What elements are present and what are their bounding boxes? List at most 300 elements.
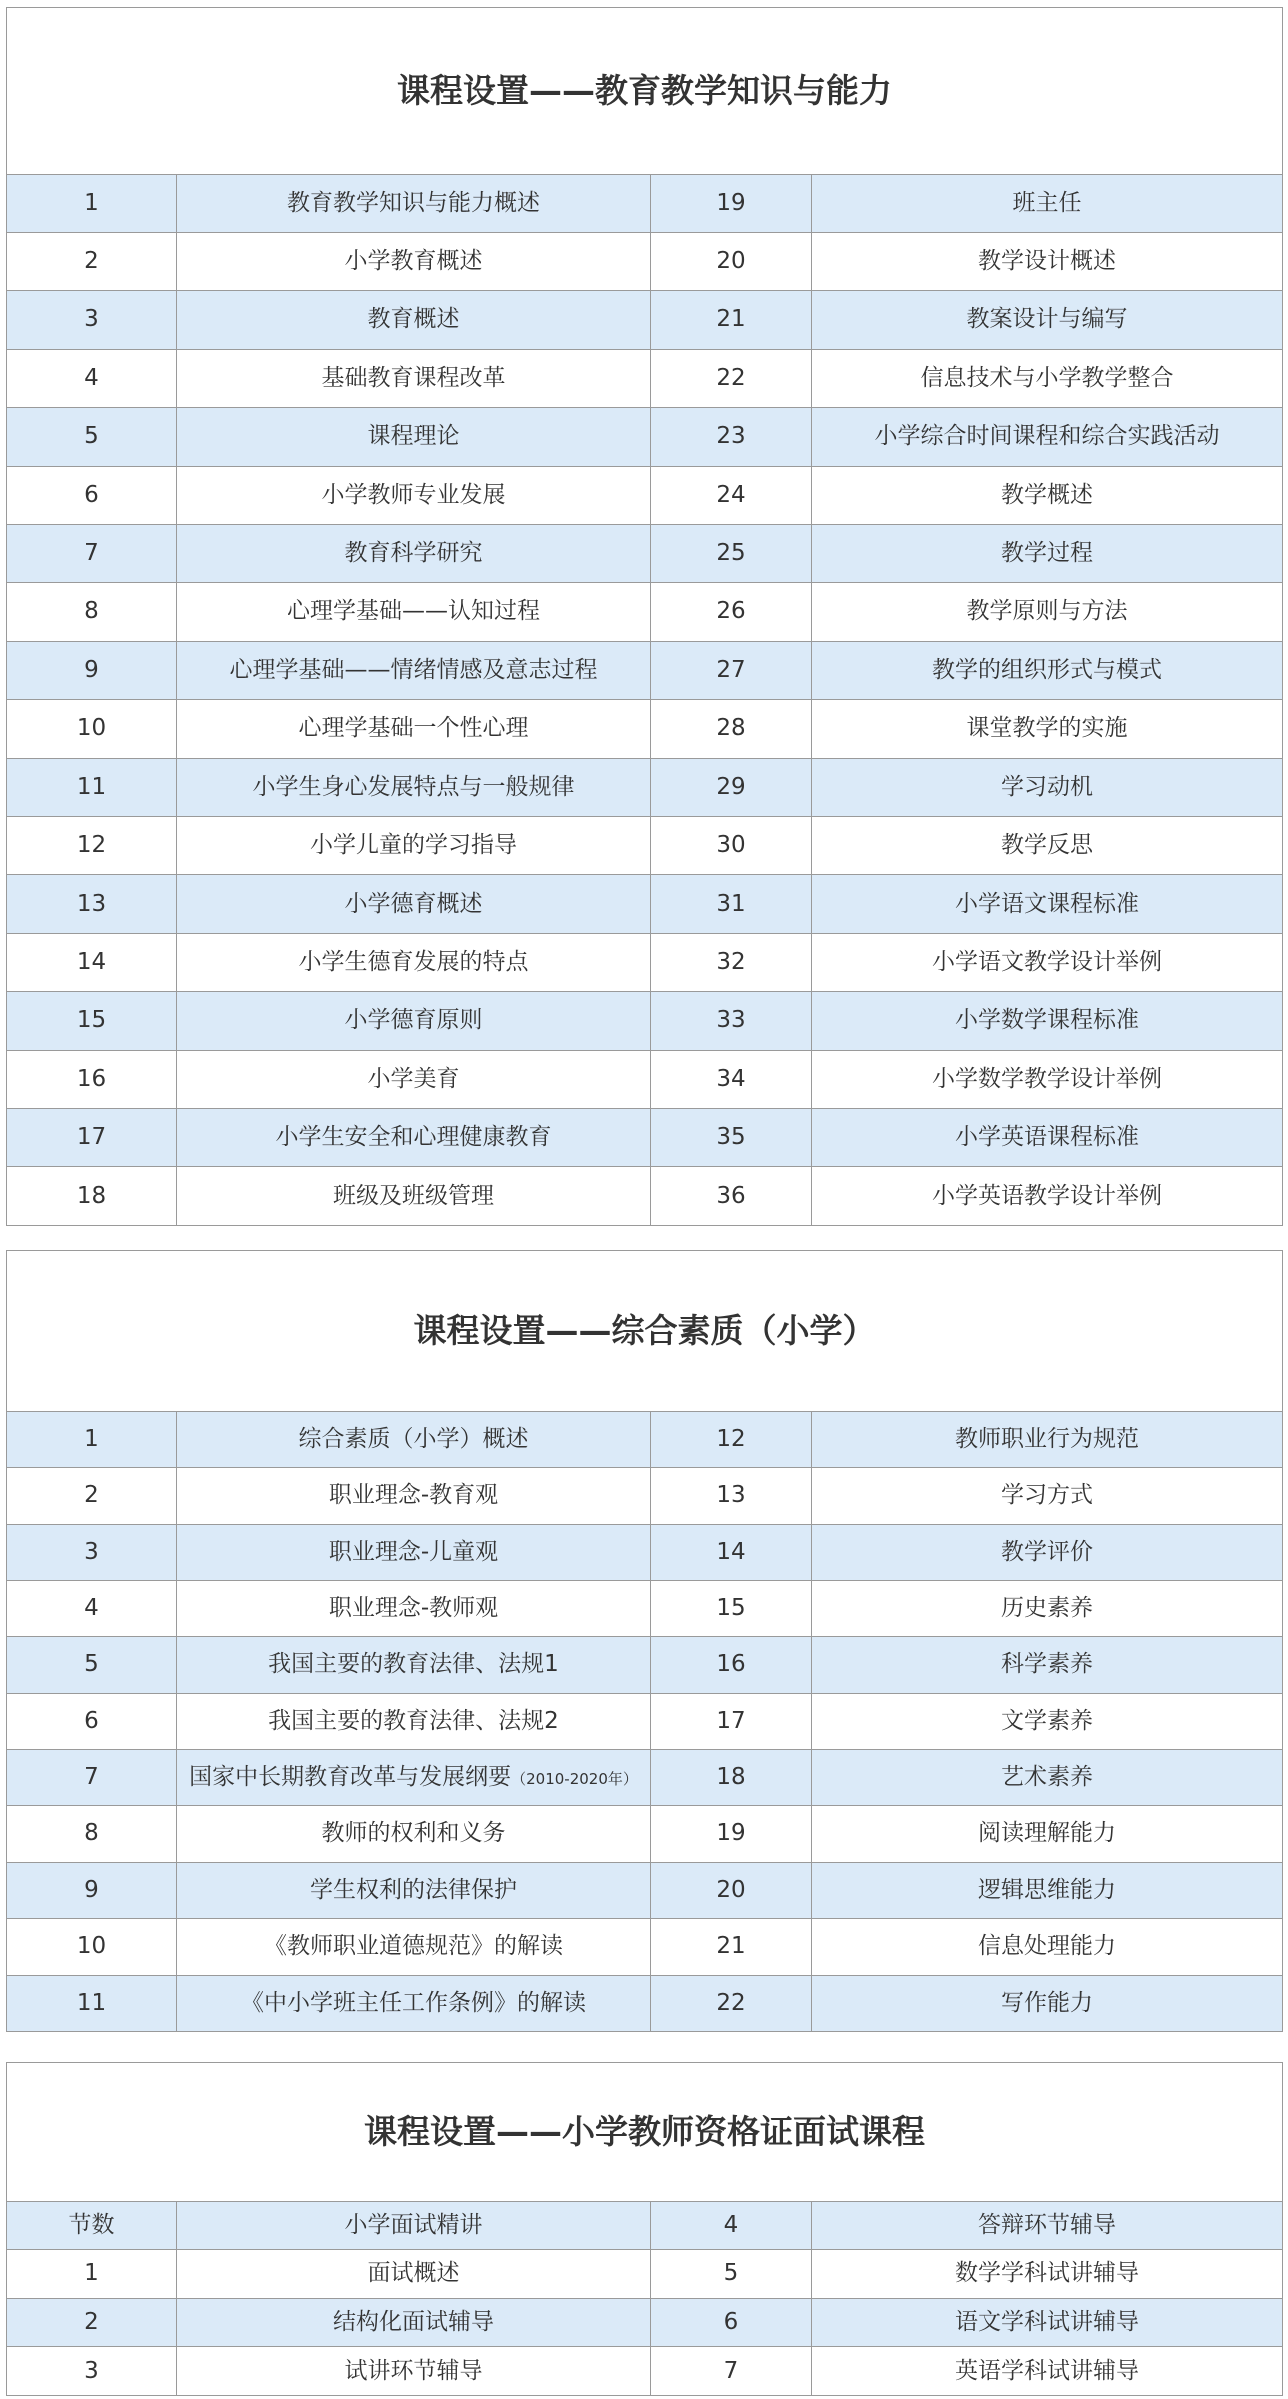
- row-number: 22: [716, 364, 746, 391]
- course-name: 基础教育课程改革: [321, 364, 506, 391]
- row-number: 23: [716, 423, 746, 450]
- row-number-cell: [7, 1693, 177, 1749]
- row-number: 2: [84, 1482, 99, 1509]
- row-number-cell: [7, 1862, 177, 1918]
- course-name-cell: [177, 1580, 651, 1636]
- row-number-cell: [651, 525, 812, 583]
- table-row: [7, 525, 1283, 583]
- course-name-cell: [177, 1975, 651, 2031]
- course-name-cell: [812, 291, 1283, 349]
- course-name: 班级及班级管理: [333, 1182, 494, 1209]
- row-number-cell: [7, 641, 177, 699]
- row-number: 15: [76, 1007, 107, 1034]
- row-number-cell: [651, 641, 812, 699]
- course-name: 逻辑思维能力: [978, 1876, 1116, 1903]
- row-number-cell: [7, 1919, 177, 1975]
- course-name-cell: [177, 291, 651, 349]
- row-number: 32: [716, 948, 746, 975]
- row-number: 2: [84, 248, 99, 275]
- row-number-cell: [651, 1862, 812, 1918]
- table-row: [7, 1975, 1283, 2031]
- course-name-cell: [812, 2347, 1283, 2396]
- course-name-cell: [177, 758, 651, 816]
- course-name-cell: [812, 2201, 1283, 2250]
- course-name: 教学的组织形式与模式: [932, 656, 1162, 683]
- row-number: 5: [723, 2260, 739, 2287]
- course-name-cell: [812, 466, 1283, 524]
- course-name-cell: [177, 1109, 651, 1167]
- course-name-note: （2010-2020年）: [511, 1770, 638, 1789]
- row-number-cell: [7, 1637, 177, 1693]
- table-row: [7, 1637, 1283, 1693]
- course-name-cell: [177, 875, 651, 933]
- course-name-cell: [177, 232, 651, 290]
- row-number: 20: [716, 1876, 746, 1903]
- course-name: 教学原则与方法: [966, 598, 1128, 625]
- row-number: 21: [716, 306, 746, 333]
- row-number-cell: [7, 2250, 177, 2299]
- course-name: 心理学基础一个性心理: [298, 715, 529, 742]
- table-row: [7, 1524, 1283, 1580]
- row-number-cell: [7, 700, 177, 758]
- course-name-cell: [812, 700, 1283, 758]
- table-title: 课程设置——小学教师资格证面试课程: [7, 2063, 1283, 2202]
- row-number: 4: [84, 364, 99, 391]
- row-number: 19: [716, 189, 746, 216]
- table-title: 课程设置——教育教学知识与能力: [7, 8, 1283, 175]
- row-number: 14: [76, 948, 107, 975]
- row-number: 4: [84, 1594, 99, 1621]
- course-name: 小学教师专业发展: [321, 481, 506, 508]
- table-row: [7, 2298, 1283, 2347]
- course-name-cell: [812, 1050, 1283, 1108]
- course-name-cell: [177, 1919, 651, 1975]
- course-name-cell: [177, 1050, 651, 1108]
- course-name: 教育科学研究: [344, 540, 483, 567]
- table-row: [7, 349, 1283, 407]
- table-row: [7, 817, 1283, 875]
- course-name: 数学学科试讲辅导: [955, 2260, 1139, 2287]
- course-name: 小学美育: [367, 1065, 460, 1092]
- row-number: 3: [84, 2357, 99, 2384]
- row-number-cell: [7, 174, 177, 232]
- course-name: 小学语文教学设计举例: [932, 948, 1162, 975]
- row-number: 17: [716, 1707, 746, 1734]
- table-row: [7, 758, 1283, 816]
- course-name: 小学英语教学设计举例: [932, 1182, 1162, 1209]
- row-number-cell: [7, 2201, 177, 2250]
- course-name: 教学评价: [1001, 1538, 1093, 1565]
- course-name-cell: [812, 583, 1283, 641]
- row-number-cell: [7, 1750, 177, 1806]
- row-number: 11: [76, 773, 107, 800]
- course-name-cell: [177, 933, 651, 991]
- row-number-cell: [7, 1524, 177, 1580]
- course-name: 职业理念-教育观: [328, 1482, 499, 1509]
- course-name-cell: [812, 1109, 1283, 1167]
- course-name: 历史素养: [1001, 1594, 1093, 1621]
- course-name-cell: [812, 349, 1283, 407]
- row-number: 5: [84, 423, 99, 450]
- course-name: 小学生身心发展特点与一般规律: [252, 773, 575, 800]
- row-number: 12: [716, 1425, 746, 1452]
- row-number-cell: [7, 2298, 177, 2347]
- course-name-cell: [812, 2298, 1283, 2347]
- row-number: 8: [84, 1820, 99, 1847]
- course-name-cell: [177, 525, 651, 583]
- course-name: 心理学基础——认知过程: [287, 598, 540, 625]
- table-row: [7, 933, 1283, 991]
- course-name-cell: [177, 466, 651, 524]
- table-row: [7, 641, 1283, 699]
- course-name-cell: [812, 1750, 1283, 1806]
- row-number: 7: [84, 1764, 99, 1791]
- course-name-cell: [812, 758, 1283, 816]
- row-number: 16: [716, 1651, 746, 1678]
- row-number: 1: [84, 2260, 99, 2287]
- course-name-cell: [812, 1167, 1283, 1226]
- row-number: 5: [84, 1651, 99, 1678]
- course-name-cell: [812, 992, 1283, 1050]
- row-number: 16: [76, 1065, 107, 1092]
- course-name-cell: [812, 1524, 1283, 1580]
- row-number: 20: [716, 248, 746, 275]
- row-number: 30: [716, 832, 746, 859]
- table-row: [7, 2347, 1283, 2396]
- course-name: 小学德育概述: [344, 890, 483, 917]
- table-row: [7, 875, 1283, 933]
- course-name: 学习方式: [1001, 1482, 1093, 1509]
- row-number: 26: [716, 598, 746, 625]
- course-name-cell: [177, 700, 651, 758]
- row-number-cell: [651, 1167, 812, 1226]
- course-name: 小学数学课程标准: [955, 1007, 1139, 1034]
- row-number: 6: [84, 481, 99, 508]
- course-name-cell: [177, 992, 651, 1050]
- course-name: 教学反思: [1001, 832, 1093, 859]
- row-number-cell: [651, 466, 812, 524]
- table-row: [7, 1750, 1283, 1806]
- course-name-cell: [177, 1693, 651, 1749]
- course-name-cell: [812, 408, 1283, 466]
- row-number-cell: [7, 525, 177, 583]
- course-name: 学生权利的法律保护: [310, 1876, 517, 1903]
- course-name: 我国主要的教育法律、法规2: [268, 1707, 559, 1734]
- row-number-cell: [7, 1468, 177, 1524]
- table-row: [7, 174, 1283, 232]
- course-name: 答辩环节辅导: [978, 2211, 1116, 2238]
- course-name-cell: [177, 1806, 651, 1862]
- course-name: 教育概述: [367, 306, 460, 333]
- course-name-cell: [812, 875, 1283, 933]
- row-number-cell: [7, 817, 177, 875]
- course-name: 心理学基础——情绪情感及意志过程: [229, 656, 598, 683]
- course-name-cell: [177, 2298, 651, 2347]
- row-number-cell: [7, 408, 177, 466]
- row-number-cell: [651, 1750, 812, 1806]
- row-number-cell: [7, 1109, 177, 1167]
- course-name-cell: [177, 174, 651, 232]
- row-number-cell: [651, 817, 812, 875]
- row-number: 28: [716, 715, 746, 742]
- course-name-cell: [177, 817, 651, 875]
- row-number: 1: [84, 189, 99, 216]
- row-number-cell: [651, 1468, 812, 1524]
- course-name: 教学设计概述: [978, 248, 1116, 275]
- row-number-cell: [651, 1109, 812, 1167]
- row-number: 11: [76, 1989, 107, 2016]
- row-number-cell: [7, 1411, 177, 1467]
- row-number-cell: [651, 2250, 812, 2299]
- course-name-cell: [177, 1750, 651, 1806]
- row-number-cell: [651, 232, 812, 290]
- course-name-cell: [177, 1167, 651, 1226]
- course-name-cell: [812, 174, 1283, 232]
- row-number: 15: [716, 1594, 746, 1621]
- course-name: 信息技术与小学教学整合: [920, 364, 1174, 391]
- course-name: 写作能力: [1001, 1989, 1093, 2016]
- row-number-cell: [651, 1050, 812, 1108]
- row-number-cell: [651, 933, 812, 991]
- row-number-cell: [651, 2298, 812, 2347]
- row-number-cell: [7, 349, 177, 407]
- table-row: [7, 466, 1283, 524]
- course-name-cell: [177, 2347, 651, 2396]
- course-name: 职业理念-儿童观: [328, 1538, 499, 1565]
- course-name: 教学过程: [1001, 540, 1093, 567]
- row-number: 33: [716, 1007, 746, 1034]
- course-name-cell: [812, 232, 1283, 290]
- row-number: 24: [716, 481, 746, 508]
- row-number: 9: [84, 656, 99, 683]
- row-number: 10: [76, 1933, 107, 1960]
- row-number-cell: [651, 1919, 812, 1975]
- row-number-cell: [651, 349, 812, 407]
- table-row: [7, 1919, 1283, 1975]
- course-name-cell: [177, 2250, 651, 2299]
- course-name: 职业理念-教师观: [328, 1594, 499, 1621]
- row-number: 12: [76, 832, 107, 859]
- course-name-cell: [812, 933, 1283, 991]
- row-number: 17: [76, 1124, 107, 1151]
- row-number: 节数: [68, 2211, 115, 2238]
- table-title: 课程设置——综合素质（小学）: [7, 1251, 1283, 1412]
- row-number-cell: [7, 232, 177, 290]
- table-row: [7, 1411, 1283, 1467]
- course-name-cell: [177, 408, 651, 466]
- row-number-cell: [651, 700, 812, 758]
- row-number-cell: [651, 1806, 812, 1862]
- course-name-cell: [177, 1411, 651, 1467]
- course-name: 课堂教学的实施: [966, 715, 1128, 742]
- table-row: [7, 1693, 1283, 1749]
- row-number-cell: [651, 1580, 812, 1636]
- table-row: [7, 1862, 1283, 1918]
- row-number-cell: [651, 1411, 812, 1467]
- row-number: 6: [84, 1707, 99, 1734]
- row-number-cell: [651, 1524, 812, 1580]
- row-number-cell: [7, 291, 177, 349]
- course-table-interview: [6, 2062, 1283, 2396]
- table-title-row: [7, 1251, 1283, 1412]
- course-name: 小学教育概述: [344, 248, 483, 275]
- row-number-cell: [651, 583, 812, 641]
- course-name-cell: [177, 2201, 651, 2250]
- table-row: [7, 408, 1283, 466]
- row-number-cell: [7, 1167, 177, 1226]
- course-name: 英语学科试讲辅导: [955, 2357, 1139, 2384]
- course-name: 科学素养: [1001, 1651, 1093, 1678]
- course-name-cell: [812, 1806, 1283, 1862]
- course-name-cell: [812, 1693, 1283, 1749]
- course-name-cell: [812, 1411, 1283, 1467]
- course-name: 小学生安全和心理健康教育: [275, 1124, 552, 1151]
- row-number: 18: [76, 1182, 107, 1209]
- course-name: 教师的权利和义务: [321, 1820, 506, 1847]
- course-name: 教育教学知识与能力概述: [287, 189, 540, 216]
- row-number: 22: [716, 1989, 746, 2016]
- row-number-cell: [651, 1975, 812, 2031]
- course-name: 班主任: [1012, 189, 1082, 216]
- course-name: 信息处理能力: [978, 1933, 1116, 1960]
- row-number: 34: [716, 1065, 746, 1092]
- course-name: 综合素质（小学）概述: [298, 1425, 529, 1452]
- course-name-cell: [812, 1919, 1283, 1975]
- row-number-cell: [651, 992, 812, 1050]
- course-name: 小学德育原则: [344, 1007, 483, 1034]
- row-number: 35: [716, 1124, 746, 1151]
- row-number: 7: [84, 540, 99, 567]
- row-number-cell: [7, 1806, 177, 1862]
- course-name: 阅读理解能力: [978, 1820, 1116, 1847]
- course-name-cell: [177, 583, 651, 641]
- row-number: 7: [723, 2357, 739, 2384]
- row-number-cell: [651, 875, 812, 933]
- course-name: 教案设计与编写: [966, 306, 1128, 333]
- course-name: 学习动机: [1001, 773, 1093, 800]
- row-number-cell: [7, 1975, 177, 2031]
- row-number-cell: [651, 291, 812, 349]
- table-row: [7, 291, 1283, 349]
- row-number: 14: [716, 1538, 746, 1565]
- row-number: 8: [84, 598, 99, 625]
- row-number-cell: [7, 583, 177, 641]
- row-number: 21: [716, 1933, 746, 1960]
- row-number-cell: [651, 2347, 812, 2396]
- course-name-cell: [177, 641, 651, 699]
- row-number: 36: [716, 1182, 746, 1209]
- course-name: 艺术素养: [1001, 1764, 1093, 1791]
- row-number: 25: [716, 540, 746, 567]
- course-name-cell: [812, 1637, 1283, 1693]
- table-row: [7, 700, 1283, 758]
- table-row: [7, 1580, 1283, 1636]
- table-row: [7, 1468, 1283, 1524]
- row-number: 10: [76, 715, 107, 742]
- course-name: 教师职业行为规范: [955, 1425, 1139, 1452]
- table-row: [7, 1167, 1283, 1226]
- course-name-cell: [812, 2250, 1283, 2299]
- course-name-cell: [177, 1524, 651, 1580]
- course-name: 面试概述: [367, 2260, 460, 2287]
- course-name: 《中小学班主任工作条例》的解读: [241, 1989, 586, 2016]
- row-number: 18: [716, 1764, 746, 1791]
- row-number-cell: [7, 992, 177, 1050]
- course-name: 小学语文课程标准: [955, 890, 1139, 917]
- course-name: 小学面试精讲: [344, 2211, 483, 2238]
- course-name-cell: [177, 1637, 651, 1693]
- row-number: 13: [716, 1482, 746, 1509]
- row-number-cell: [7, 2347, 177, 2396]
- course-name-cell: [177, 349, 651, 407]
- course-name: 语文学科试讲辅导: [955, 2308, 1139, 2335]
- course-name: 国家中长期教育改革与发展纲要: [189, 1764, 512, 1791]
- row-number: 1: [84, 1425, 99, 1452]
- row-number: 3: [84, 1538, 99, 1565]
- row-number: 31: [716, 890, 746, 917]
- row-number: 4: [723, 2211, 739, 2238]
- table-title-row: [7, 2063, 1283, 2202]
- course-name-cell: [812, 1580, 1283, 1636]
- course-name: 小学生德育发展的特点: [298, 948, 529, 975]
- course-name: 课程理论: [367, 423, 460, 450]
- table-row: [7, 1109, 1283, 1167]
- course-name: 教学概述: [1001, 481, 1093, 508]
- course-table-comprehensive-quality: [6, 1250, 1283, 2032]
- course-name: 文学素养: [1001, 1707, 1093, 1734]
- course-name-cell: [812, 1975, 1283, 2031]
- row-number-cell: [651, 408, 812, 466]
- table-row: [7, 232, 1283, 290]
- course-name: 小学综合时间课程和综合实践活动: [874, 423, 1220, 450]
- row-number-cell: [651, 174, 812, 232]
- course-name-cell: [812, 641, 1283, 699]
- table-row: [7, 992, 1283, 1050]
- row-number: 3: [84, 306, 99, 333]
- course-name: 小学数学教学设计举例: [932, 1065, 1162, 1092]
- row-number-cell: [7, 933, 177, 991]
- table-row: [7, 2250, 1283, 2299]
- table-row: [7, 583, 1283, 641]
- row-number-cell: [651, 1693, 812, 1749]
- course-name: 《教师职业道德规范》的解读: [264, 1933, 563, 1960]
- row-number-cell: [651, 2201, 812, 2250]
- course-name: 小学儿童的学习指导: [310, 832, 517, 859]
- course-name-cell: [177, 1862, 651, 1918]
- row-number: 6: [723, 2308, 739, 2335]
- row-number: 29: [716, 773, 746, 800]
- row-number: 13: [76, 890, 107, 917]
- course-name-cell: [812, 1862, 1283, 1918]
- row-number: 9: [84, 1876, 99, 1903]
- row-number-cell: [651, 758, 812, 816]
- course-name: 我国主要的教育法律、法规1: [268, 1651, 559, 1678]
- course-name-cell: [812, 1468, 1283, 1524]
- row-number-cell: [7, 466, 177, 524]
- course-table-teaching-knowledge: [6, 7, 1283, 1226]
- course-name: 小学英语课程标准: [955, 1124, 1139, 1151]
- course-name-cell: [812, 525, 1283, 583]
- table-title-row: [7, 8, 1283, 175]
- row-number-cell: [7, 758, 177, 816]
- row-number-cell: [7, 875, 177, 933]
- course-name: 结构化面试辅导: [333, 2308, 494, 2335]
- course-name-cell: [177, 1468, 651, 1524]
- table-row: [7, 1050, 1283, 1108]
- row-number-cell: [7, 1050, 177, 1108]
- table-row: [7, 1806, 1283, 1862]
- row-number-cell: [651, 1637, 812, 1693]
